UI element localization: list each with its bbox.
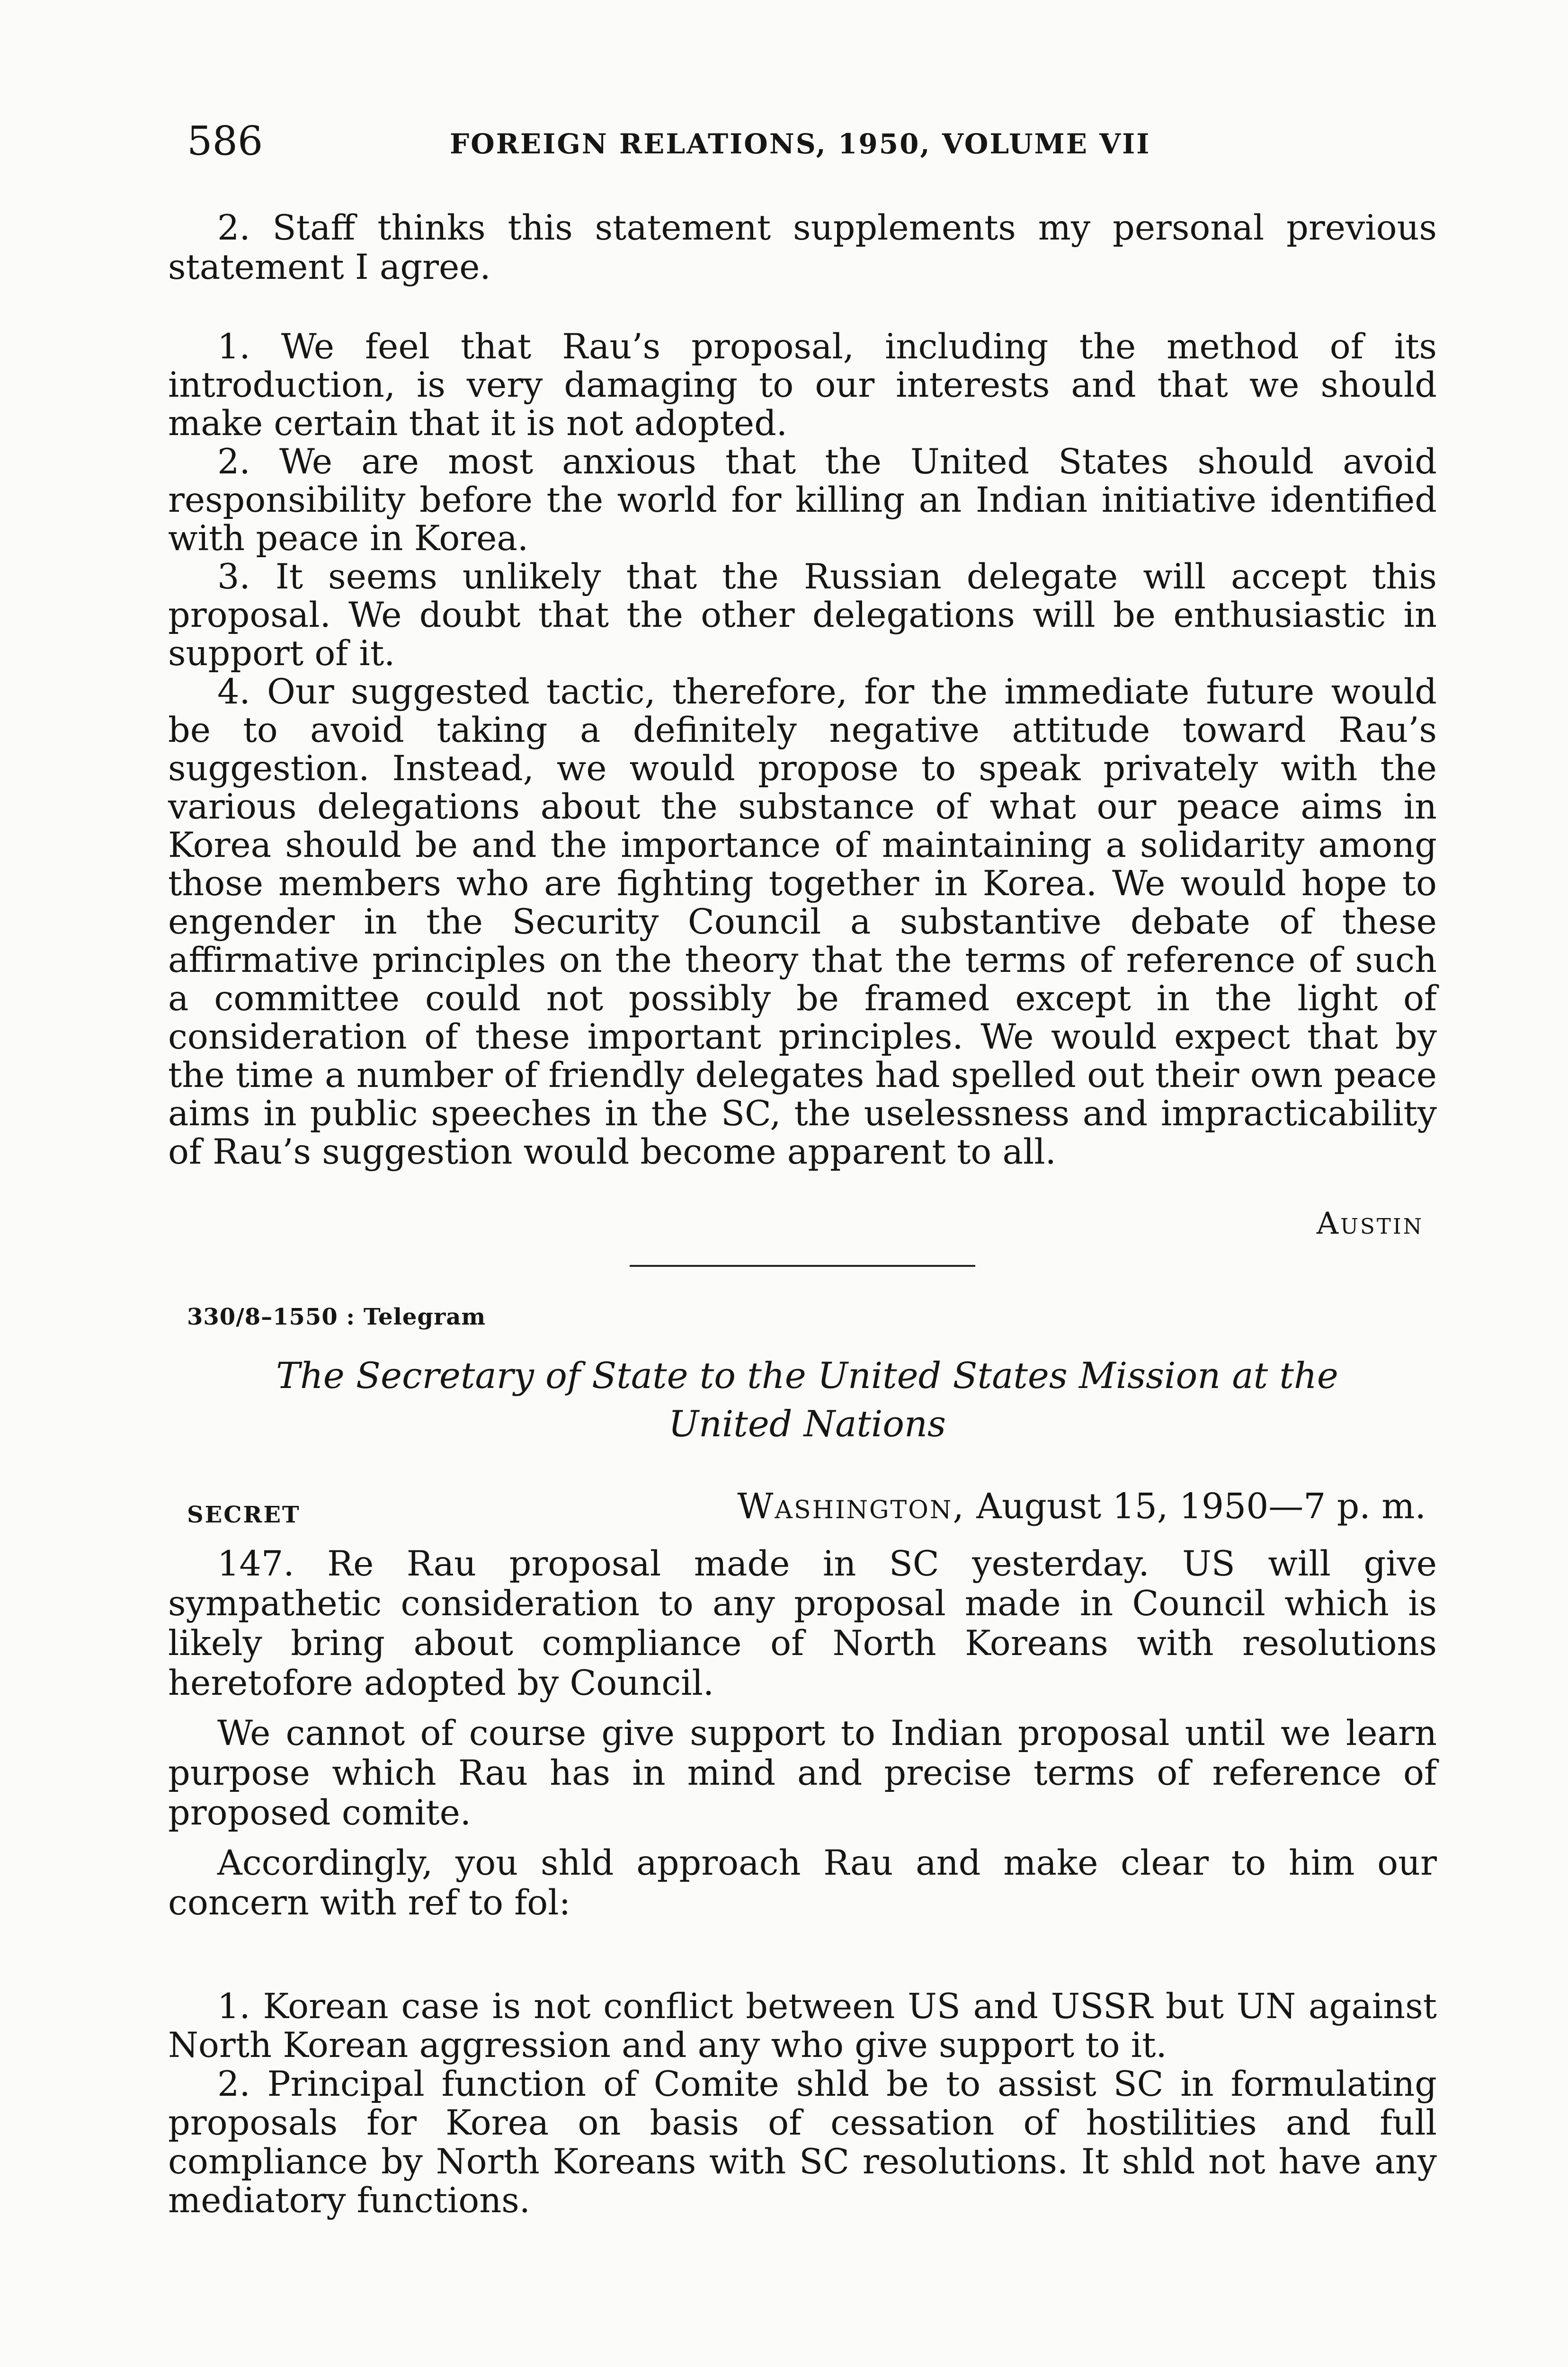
telegram-body-block xyxy=(168,1544,1437,1923)
telegram-point-1: 1. Korean case is not conflict between US and USSR but UN against North Korean aggression and any who give support to it. xyxy=(168,1986,1437,2065)
telegram-paragraph-2: We cannot of course give support to Indian proposal until we learn purpose which Rau has in mind and precise terms of reference of proposed comite. xyxy=(168,1713,1437,1833)
numbered-points-block xyxy=(168,328,1437,1171)
intro-paragraph-block xyxy=(168,208,1437,287)
telegram-paragraph-3: Accordingly, you shld approach Rau and make clear to him our concern with ref to fol: xyxy=(168,1843,1437,1923)
point-1: 1. We feel that Rau’s proposal, including the method of its introduction, is very damaging to our interests and that we should make certain that it is not adopted. xyxy=(168,327,1437,444)
document-title xyxy=(180,1352,1434,1448)
telegram-points-block xyxy=(168,1987,1437,2220)
page-header xyxy=(187,117,1427,174)
section-divider xyxy=(630,1265,975,1267)
dateline-date: August 15, 1950—7 p. m. xyxy=(965,1486,1426,1527)
telegram-point-2: 2. Principal function of Comite shld be to assist SC in formulating proposals for Korea on basis of cessation of hostilities and full compliance by North Koreans with SC resolutions. It shld not have any mediatory functions. xyxy=(168,2064,1437,2221)
dateline-place: Washington, xyxy=(737,1486,965,1527)
dateline xyxy=(737,1483,1426,1530)
classification-label: SECRET xyxy=(187,1502,301,1528)
file-reference: 330/8–1550 : Telegram xyxy=(187,1304,486,1330)
signature: Austin xyxy=(1316,1206,1424,1241)
page-number: 586 xyxy=(187,118,263,164)
telegram-paragraph-1: 147. Re Rau proposal made in SC yesterday. US will give sympathetic consideration to any proposal made in Council which is likely bring about compliance of North Koreans with resolutions heretofore adopted by Council. xyxy=(168,1544,1437,1703)
intro-paragraph: 2. Staff thinks this statement supplements my personal previous statement I agree. xyxy=(168,208,1437,287)
document-title-line-1: The Secretary of State to the United States Mission at the xyxy=(276,1354,1338,1397)
point-2: 2. We are most anxious that the United States should avoid responsibility before the world for killing an Indian initiative identified with peace in Korea. xyxy=(168,442,1437,559)
point-4: 4. Our suggested tactic, therefore, for the immediate future would be to avoid taking a definitely negative attitude toward Rau’s suggestion. Instead, we would propose to speak privately with the various delegations about the substance of what our peace aims in Korea should be and the importance of maintaining a solidarity among those members who are fighting together in Korea. We would hope to engender in the Security Council a substantive debate of these affirmative principles on the theory that the terms of reference of such a committee could not possibly be framed except in the light of consideration of these important principles. We would expect that by the time a number of friendly delegates had spelled out their own peace aims in public speeches in the SC, the uselessness and impracticability of Rau’s suggestion would become apparent to all. xyxy=(168,672,1437,1172)
running-title: FOREIGN RELATIONS, 1950, VOLUME VII xyxy=(450,128,1151,160)
document-title-line-2: United Nations xyxy=(668,1403,946,1445)
point-3: 3. It seems unlikely that the Russian delegate will accept this proposal. We doubt that the other delegations will be enthusiastic in support of it. xyxy=(168,557,1437,674)
